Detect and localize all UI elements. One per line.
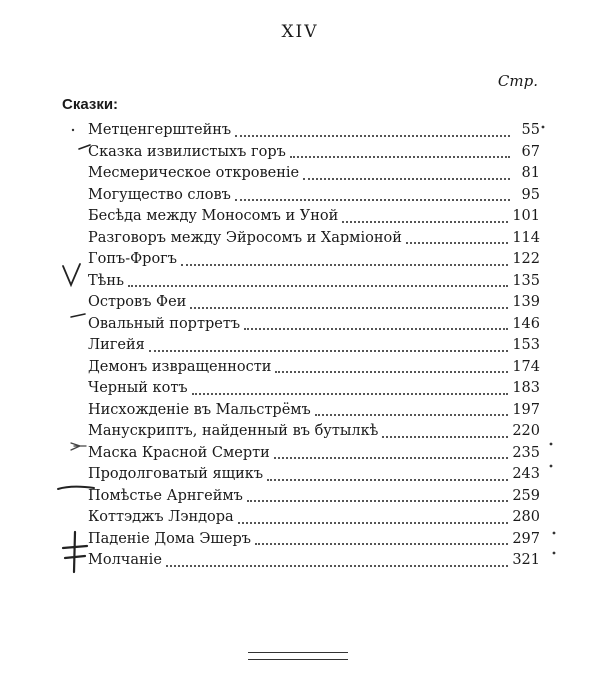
dot-leader — [382, 426, 508, 438]
toc-entry-page: 95 — [521, 186, 540, 203]
toc-entry — [88, 550, 540, 572]
toc-entry-title: Островъ Феи — [88, 294, 187, 310]
toc-entry-page: 174 — [512, 358, 540, 375]
toc-entry-page: 114 — [512, 229, 540, 246]
toc-entry-title: Могущество словъ — [88, 186, 231, 203]
toc-entry-page: 235 — [512, 444, 540, 461]
dot-leader — [406, 232, 508, 244]
toc-entry — [88, 120, 540, 142]
toc-entry-title: Манускриптъ, найденный въ бутылкѣ — [88, 423, 379, 439]
table-of-contents — [88, 120, 540, 572]
dot-leader — [192, 383, 509, 395]
toc-entry — [88, 228, 540, 250]
dot-leader — [149, 340, 509, 352]
toc-entry-page: 67 — [521, 143, 540, 160]
page-number: XIV — [281, 22, 319, 42]
dot-leader — [255, 533, 508, 545]
toc-entry — [88, 271, 540, 293]
page-column-header: Стр. — [497, 72, 538, 90]
toc-entry-title: Молчаніе — [88, 552, 162, 568]
toc-entry — [88, 443, 540, 465]
dot-leader — [274, 447, 509, 459]
toc-entry-title: Лигейя — [88, 337, 145, 353]
toc-entry-title: Черный котъ — [88, 380, 188, 396]
toc-entry-title: Помѣстье Арнгеймъ — [88, 487, 243, 504]
toc-entry — [88, 163, 540, 185]
toc-entry — [88, 206, 540, 228]
dot-leader — [235, 125, 510, 137]
dot-leader — [166, 555, 508, 567]
toc-entry-page: 139 — [512, 294, 540, 310]
dot-leader — [235, 189, 510, 201]
toc-entry-title: Коттэджъ Лэндора — [88, 509, 234, 525]
toc-entry — [88, 357, 540, 379]
pencil-dash-icon — [70, 312, 88, 320]
pencil-dot-icon — [70, 127, 76, 133]
toc-entry-title: Паденіе Дома Эшеръ — [88, 530, 252, 547]
toc-entry-page: 259 — [512, 487, 540, 504]
toc-entry-title: Овальный портретъ — [88, 315, 241, 332]
toc-entry-page: 101 — [512, 208, 540, 224]
toc-entry-page: 297 — [512, 530, 540, 547]
toc-entry-page: 220 — [512, 423, 540, 439]
toc-entry — [88, 378, 540, 400]
dot-leader — [303, 168, 510, 180]
dot-leader — [342, 211, 508, 223]
toc-entry-title: Бесѣда между Моносомъ и Уной — [88, 208, 339, 224]
toc-entry-title: Гопъ-Фрогъ — [88, 251, 177, 267]
toc-entry — [88, 335, 540, 357]
toc-entry-page: 243 — [512, 466, 540, 482]
section-title: Сказки: — [62, 96, 119, 113]
toc-entry-title: Сказка извилистыхъ горъ — [88, 143, 286, 160]
toc-entry-page: 135 — [512, 272, 540, 289]
ornamental-rule — [248, 652, 348, 660]
toc-entry-title: Демонъ извращенности — [88, 358, 272, 375]
toc-entry — [88, 185, 540, 207]
pencil-dot-icon — [540, 124, 546, 130]
dot-leader — [275, 361, 508, 373]
toc-entry-title: Разговоръ между Эйросомъ и Харміоной — [88, 229, 402, 246]
dot-leader — [267, 469, 508, 481]
toc-entry-page: 321 — [512, 552, 540, 568]
dot-leader — [244, 318, 508, 330]
toc-entry-title: Продолговатый ящикъ — [88, 466, 264, 482]
toc-entry-page: 55 — [521, 122, 540, 138]
pencil-dash-icon — [78, 143, 92, 151]
toc-entry-page: 197 — [512, 401, 540, 418]
pencil-cross-icon — [60, 530, 90, 574]
pencil-dot-icon — [548, 441, 554, 447]
pencil-checkmark-icon — [60, 262, 90, 288]
toc-entry-page: 122 — [512, 251, 540, 267]
toc-entry — [88, 400, 540, 422]
toc-entry-page: 153 — [512, 337, 540, 353]
toc-entry-title: Нисхожденіе въ Мальстрёмъ — [88, 401, 311, 418]
dot-leader — [290, 146, 510, 158]
toc-entry — [88, 464, 540, 486]
pencil-dot-icon — [548, 463, 554, 469]
toc-entry-title: Маска Красной Смерти — [88, 444, 270, 461]
toc-entry — [88, 292, 540, 314]
toc-entry-page: 183 — [512, 380, 540, 396]
toc-entry — [88, 142, 540, 164]
dot-leader — [238, 512, 509, 524]
dot-leader — [247, 490, 508, 502]
pencil-dot-icon — [551, 550, 557, 556]
dot-leader — [190, 297, 508, 309]
dot-leader — [181, 254, 508, 266]
toc-entry — [88, 507, 540, 529]
toc-entry-page: 146 — [512, 315, 540, 332]
toc-entry — [88, 486, 540, 508]
toc-entry — [88, 421, 540, 443]
toc-entry-page: 280 — [512, 509, 540, 525]
toc-entry-page: 81 — [521, 165, 540, 181]
toc-entry — [88, 529, 540, 551]
dot-leader — [128, 275, 508, 287]
pencil-underline-icon — [56, 480, 96, 494]
pencil-dot-icon — [551, 530, 557, 536]
toc-entry-title: Месмерическое откровеніе — [88, 165, 300, 181]
toc-entry-title: Тѣнь — [88, 272, 124, 289]
dot-leader — [315, 404, 509, 416]
toc-entry — [88, 249, 540, 271]
pencil-arrow-icon — [70, 439, 88, 453]
toc-entry-title: Метценгерштейнъ — [88, 122, 232, 138]
toc-entry — [88, 314, 540, 336]
